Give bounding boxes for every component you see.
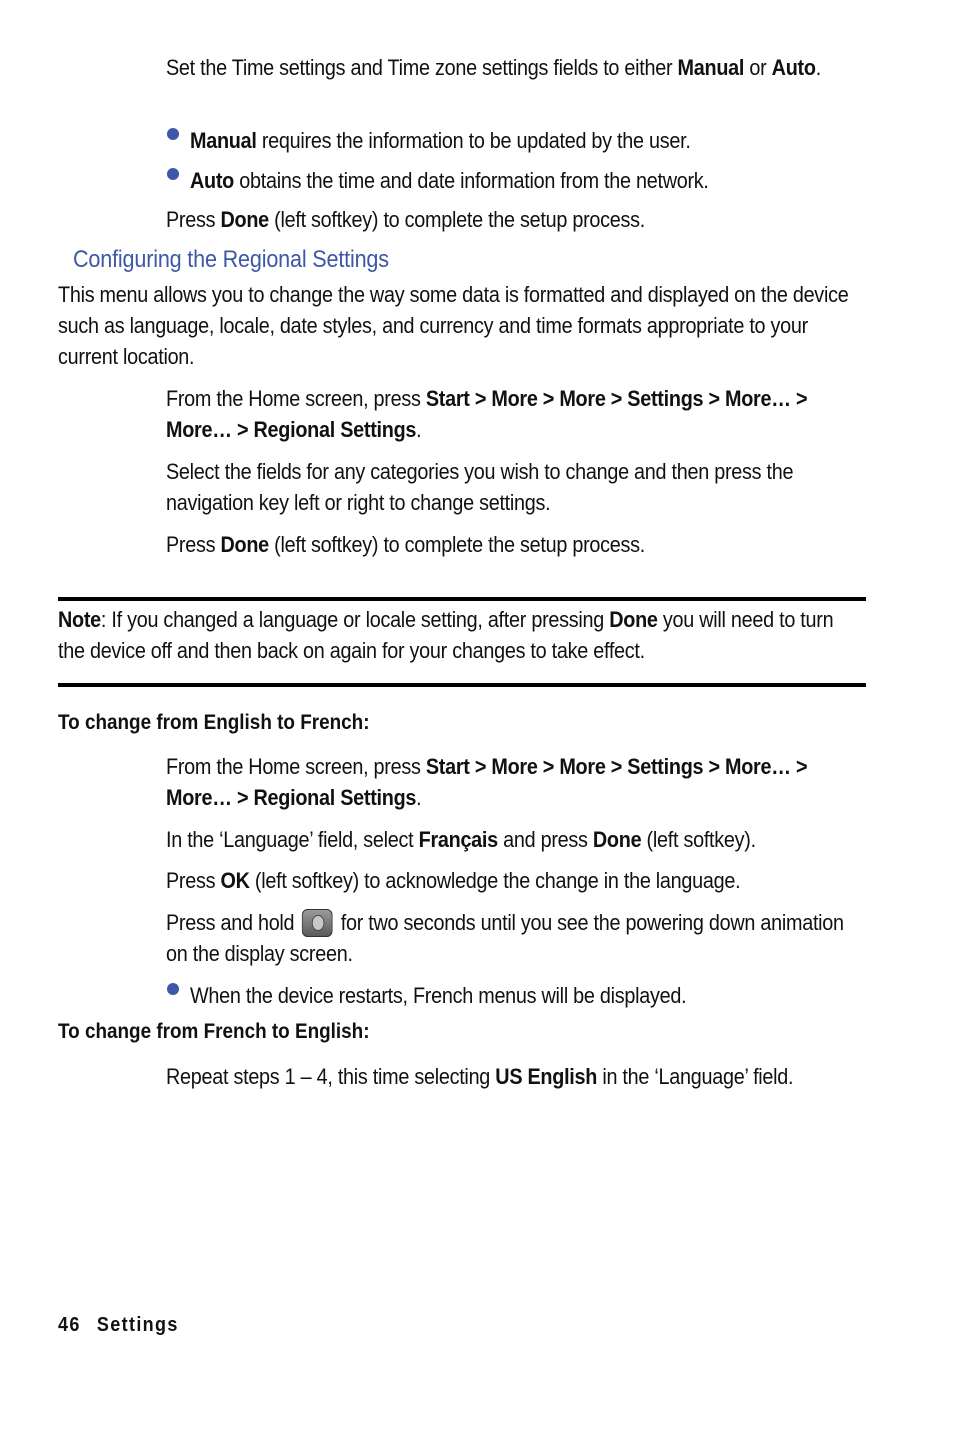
subheading-english-to-french: To change from English to French:	[58, 711, 370, 734]
press-done-paragraph: Press Done (left softkey) to complete the setup process.	[166, 532, 645, 557]
power-end-key-icon	[302, 909, 333, 937]
bullet-dot	[167, 168, 179, 180]
subheading-french-to-english: To change from French to English:	[58, 1020, 370, 1043]
section-heading: Configuring the Regional Settings	[73, 246, 389, 273]
restart-bullet: When the device restarts, French menus will be displayed.	[190, 983, 687, 1008]
select-fields-paragraph: Select the fields for any categories you wish to change and then press the navigation key left or right to change settings.	[166, 459, 794, 515]
press-done-paragraph: Press Done (left softkey) to complete the setup process.	[166, 207, 645, 232]
bullet-dot	[167, 128, 179, 140]
page-number: 46	[58, 1314, 81, 1336]
language-select-paragraph: In the ‘Language’ field, select Français and press Done (left softkey).	[166, 827, 756, 852]
intro-paragraph: This menu allows you to change the way some data is formatted and displayed on the device such as language, locale, date styles, and currency and time formats appropriate to your current location.	[58, 282, 849, 369]
auto-bullet: Auto obtains the time and date information from the network.	[190, 168, 709, 193]
note-paragraph: Note: If you changed a language or locale setting, after pressing Done you will need to turn the device off and then back on again for your changes to take effect.	[58, 607, 834, 663]
note-bottom-rule	[58, 683, 866, 687]
manual-bullet: Manual requires the information to be updated by the user.	[190, 128, 691, 153]
navigation-path-paragraph: From the Home screen, press Start > More > More > Settings > More… > More… > Regional Settings.	[166, 754, 808, 810]
bullet-dot	[167, 983, 179, 995]
press-ok-paragraph: Press OK (left softkey) to acknowledge the change in the language.	[166, 868, 741, 893]
time-setting-paragraph: Set the Time settings and Time zone settings fields to either Manual or Auto.	[166, 55, 821, 80]
navigation-path-paragraph: From the Home screen, press Start > More > More > Settings > More… > More… > Regional Settings.	[166, 386, 808, 442]
repeat-steps-paragraph: Repeat steps 1 – 4, this time selecting US English in the ‘Language’ field.	[166, 1064, 794, 1089]
note-top-rule	[58, 597, 866, 601]
press-hold-paragraph: Press and hold for two seconds until you see the powering down animation on the display screen.	[166, 910, 844, 966]
footer-section: Settings	[96, 1314, 179, 1336]
page-footer	[58, 1314, 195, 1337]
